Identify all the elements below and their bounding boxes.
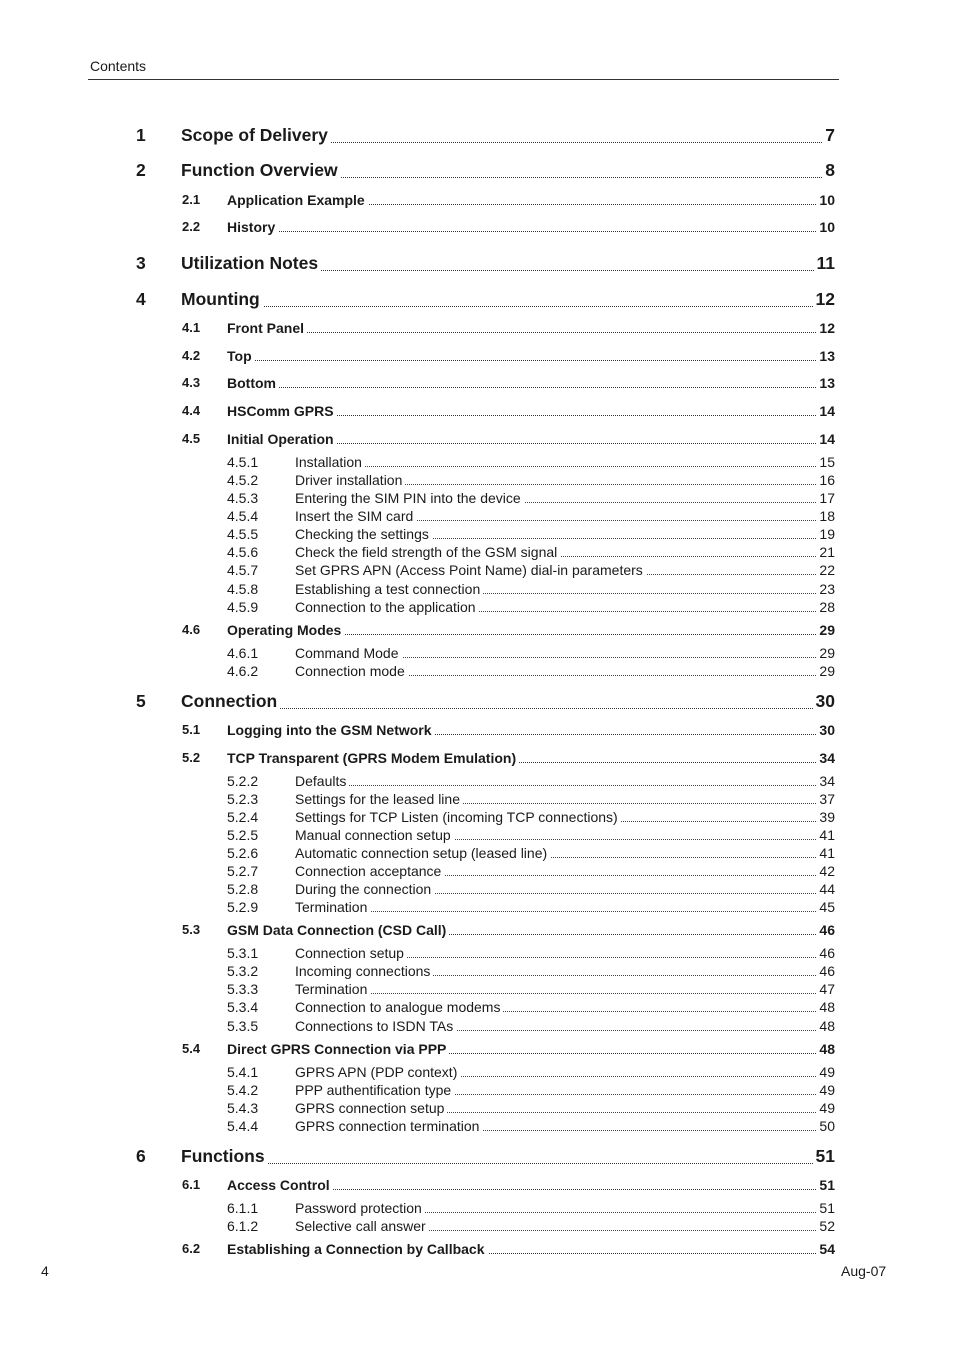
toc-entry-title-text: Connections to ISDN TAs bbox=[295, 1018, 456, 1034]
toc-entry[interactable] bbox=[182, 403, 835, 419]
toc-entry-title bbox=[227, 192, 816, 208]
toc-entry-title-text: Function Overview bbox=[181, 160, 341, 180]
toc-entry-number: 4 bbox=[136, 289, 146, 309]
toc-entry-number: 5.4.2 bbox=[227, 1082, 259, 1098]
toc-entry-page: 11 bbox=[816, 253, 835, 273]
toc-entry-page: 13 bbox=[819, 375, 835, 391]
toc-entry-title bbox=[227, 431, 816, 447]
toc-entry-title bbox=[227, 219, 816, 235]
toc-entry-page: 49 bbox=[819, 1100, 835, 1116]
toc-entry-title-text: Termination bbox=[295, 981, 370, 997]
toc-entry[interactable] bbox=[227, 1118, 835, 1134]
toc-entry-title bbox=[295, 945, 816, 961]
toc-entry-number: 5.2.8 bbox=[227, 881, 259, 897]
toc-entry-page: 42 bbox=[819, 863, 835, 879]
toc-entry-number: 4.5.5 bbox=[227, 526, 259, 542]
toc-entry[interactable] bbox=[182, 348, 835, 364]
toc-entry-page: 23 bbox=[819, 581, 835, 597]
toc-entry-title-text: Defaults bbox=[295, 773, 349, 789]
toc-entry[interactable] bbox=[227, 999, 835, 1015]
toc-entry-page: 30 bbox=[819, 722, 835, 738]
toc-entry-number: 5.2.6 bbox=[227, 845, 259, 861]
toc-entry[interactable] bbox=[227, 472, 835, 488]
toc-entry-title-text: GPRS connection termination bbox=[295, 1118, 482, 1134]
toc-entry-number: 4.5.7 bbox=[227, 562, 259, 578]
toc-entry-title-text: During the connection bbox=[295, 881, 434, 897]
toc-entry-number: 5.2.2 bbox=[227, 773, 259, 789]
toc-entry-title-text: Front Panel bbox=[227, 320, 307, 336]
toc-entry-title bbox=[295, 645, 816, 661]
toc-entry[interactable] bbox=[182, 750, 835, 766]
toc-entry-title-text: PPP authentification type bbox=[295, 1082, 454, 1098]
toc-entry-title bbox=[295, 1218, 816, 1234]
toc-entry[interactable] bbox=[182, 320, 835, 336]
toc-entry-number: 5.2.7 bbox=[227, 863, 259, 879]
toc-entry-number: 5.1 bbox=[182, 722, 201, 737]
toc-entry-title bbox=[295, 981, 816, 997]
toc-entry-page: 22 bbox=[819, 562, 835, 578]
toc-entry-number: 5.3.2 bbox=[227, 963, 259, 979]
toc-entry-number: 6.2 bbox=[182, 1241, 201, 1256]
toc-entry-page: 10 bbox=[819, 219, 835, 235]
toc-entry-title bbox=[295, 1064, 816, 1080]
toc-entry-page: 14 bbox=[819, 403, 835, 419]
toc-entry-title bbox=[227, 722, 816, 738]
toc-entry-page: 46 bbox=[819, 945, 835, 961]
footer-page-number: 4 bbox=[41, 1263, 49, 1279]
toc-entry-page: 29 bbox=[819, 622, 835, 638]
toc-entry-title-text: Bottom bbox=[227, 375, 279, 391]
toc-entry-page: 49 bbox=[819, 1064, 835, 1080]
toc-entry[interactable] bbox=[136, 1146, 835, 1167]
toc-entry-title-text: Incoming connections bbox=[295, 963, 433, 979]
toc-entry-title-text: Connection bbox=[181, 691, 280, 711]
toc-entry-page: 34 bbox=[819, 750, 835, 766]
toc-entry-title bbox=[295, 508, 816, 524]
toc-entry-page: 14 bbox=[819, 431, 835, 447]
toc-entry-page: 50 bbox=[819, 1118, 835, 1134]
toc-entry[interactable] bbox=[182, 375, 835, 391]
toc-entry-number: 6.1.2 bbox=[227, 1218, 259, 1234]
toc-entry[interactable] bbox=[182, 622, 835, 638]
toc-entry-title-text: Establishing a test connection bbox=[295, 581, 483, 597]
toc-entry-number: 4.5.3 bbox=[227, 490, 259, 506]
toc-entry-title bbox=[227, 403, 816, 419]
toc-entry[interactable] bbox=[182, 922, 835, 938]
toc-entry-title-text: Mounting bbox=[181, 289, 263, 309]
toc-entry-page: 49 bbox=[819, 1082, 835, 1098]
toc-entry-page: 52 bbox=[819, 1218, 835, 1234]
toc-entry-title bbox=[227, 375, 816, 391]
toc-entry[interactable] bbox=[227, 1064, 835, 1080]
toc-entry-page: 12 bbox=[819, 320, 835, 336]
toc-entry-title bbox=[295, 581, 816, 597]
toc-entry[interactable] bbox=[227, 981, 835, 997]
toc-entry-title bbox=[295, 1118, 816, 1134]
toc-entry-title bbox=[295, 863, 816, 879]
toc-entry[interactable] bbox=[227, 1100, 835, 1116]
toc-entry-title bbox=[295, 791, 816, 807]
toc-entry-title bbox=[295, 845, 816, 861]
toc-entry[interactable] bbox=[227, 454, 835, 470]
toc-entry-page: 34 bbox=[819, 773, 835, 789]
toc-entry-title-text: Top bbox=[227, 348, 255, 364]
toc-entry-title bbox=[227, 1177, 816, 1193]
toc-entry[interactable] bbox=[136, 253, 835, 274]
toc-entry[interactable] bbox=[182, 1041, 835, 1057]
toc-entry-title bbox=[295, 1018, 816, 1034]
toc-entry[interactable] bbox=[227, 1082, 835, 1098]
toc-entry-number: 5 bbox=[136, 691, 146, 711]
toc-entry-number: 5.2.3 bbox=[227, 791, 259, 807]
toc-entry-page: 51 bbox=[819, 1200, 835, 1216]
toc-entry-title bbox=[295, 562, 816, 578]
toc-entry-title bbox=[181, 125, 822, 146]
toc-entry-number: 5.3 bbox=[182, 922, 201, 937]
toc-entry[interactable] bbox=[227, 490, 835, 506]
toc-entry-number: 5.3.5 bbox=[227, 1018, 259, 1034]
toc-entry-title bbox=[295, 881, 816, 897]
toc-entry-title-text: Entering the SIM PIN into the device bbox=[295, 490, 524, 506]
toc-entry-title bbox=[181, 253, 814, 274]
toc-entry-title bbox=[181, 160, 822, 181]
toc-entry-title-text: Password protection bbox=[295, 1200, 425, 1216]
toc-entry[interactable] bbox=[227, 863, 835, 879]
toc-entry-number: 5.2 bbox=[182, 750, 201, 765]
toc-entry-title-text: Scope of Delivery bbox=[181, 125, 331, 145]
toc-entry-page: 46 bbox=[819, 963, 835, 979]
toc-entry-title-text: Application Example bbox=[227, 192, 368, 208]
toc-entry-number: 4.5.4 bbox=[227, 508, 259, 524]
toc-entry-title-text: Set GPRS APN (Access Point Name) dial-in parameters bbox=[295, 562, 646, 578]
toc-entry-number: 4.6.1 bbox=[227, 645, 259, 661]
toc-entry[interactable] bbox=[182, 192, 835, 208]
footer-date: Aug-07 bbox=[841, 1263, 887, 1279]
toc-entry-number: 6 bbox=[136, 1146, 146, 1166]
toc-entry-number: 3 bbox=[136, 253, 146, 273]
toc-entry-title bbox=[295, 899, 816, 915]
toc-entry-title bbox=[227, 1041, 816, 1057]
toc-entry-page: 48 bbox=[819, 999, 835, 1015]
toc-entry-page: 46 bbox=[819, 922, 835, 938]
toc-entry-title bbox=[227, 922, 816, 938]
toc-entry-number: 6.1 bbox=[182, 1177, 201, 1192]
toc-entry-title-text: Connection to analogue modems bbox=[295, 999, 503, 1015]
toc-entry-title bbox=[227, 320, 816, 336]
toc-entry-title bbox=[295, 827, 816, 843]
toc-entry[interactable] bbox=[227, 827, 835, 843]
toc-entry-page: 45 bbox=[819, 899, 835, 915]
toc-entry-title-text: Installation bbox=[295, 454, 365, 470]
toc-entry-title-text: Settings for TCP Listen (incoming TCP connections) bbox=[295, 809, 621, 825]
toc-entry-title-text: Driver installation bbox=[295, 472, 405, 488]
toc-entry-title-text: GSM Data Connection (CSD Call) bbox=[227, 922, 449, 938]
toc-entry-title-text: Check the field strength of the GSM signal bbox=[295, 544, 560, 560]
toc-entry-number: 5.2.5 bbox=[227, 827, 259, 843]
header-title: Contents bbox=[90, 58, 147, 74]
toc-entry-number: 4.3 bbox=[182, 375, 201, 390]
toc-entry[interactable] bbox=[227, 599, 835, 615]
toc-entry-title bbox=[181, 691, 813, 712]
toc-entry-title bbox=[227, 622, 816, 638]
toc-entry-title-text: Automatic connection setup (leased line) bbox=[295, 845, 550, 861]
toc-entry[interactable] bbox=[136, 125, 835, 146]
toc-entry[interactable] bbox=[227, 562, 835, 578]
toc-entry-title bbox=[295, 544, 816, 560]
toc-entry[interactable] bbox=[136, 289, 835, 310]
toc-entry-page: 29 bbox=[819, 645, 835, 661]
toc-entry[interactable] bbox=[136, 691, 835, 712]
toc-entry-number: 5.3.1 bbox=[227, 945, 259, 961]
toc-entry-title bbox=[295, 663, 816, 679]
toc-entry-number: 5.4.1 bbox=[227, 1064, 259, 1080]
toc-entry-title bbox=[295, 809, 816, 825]
toc-entry-title bbox=[227, 750, 816, 766]
toc-entry-title-text: Selective call answer bbox=[295, 1218, 429, 1234]
toc-entry-title bbox=[295, 599, 816, 615]
toc-entry-page: 48 bbox=[819, 1018, 835, 1034]
toc-entry-title-text: Direct GPRS Connection via PPP bbox=[227, 1041, 449, 1057]
toc-entry-page: 18 bbox=[819, 508, 835, 524]
toc-entry-number: 4.5.6 bbox=[227, 544, 259, 560]
toc-entry[interactable] bbox=[227, 645, 835, 661]
toc-entry-title-text: Checking the settings bbox=[295, 526, 432, 542]
toc-entry-title-text: Settings for the leased line bbox=[295, 791, 463, 807]
toc-entry-title-text: HSComm GPRS bbox=[227, 403, 337, 419]
toc-entry-page: 48 bbox=[819, 1041, 835, 1057]
toc-entry-title bbox=[181, 289, 813, 310]
toc-entry-title bbox=[295, 1200, 816, 1216]
toc-entry[interactable] bbox=[182, 219, 835, 235]
toc-entry-number: 4.5.1 bbox=[227, 454, 259, 470]
toc-entry-page: 41 bbox=[819, 827, 835, 843]
toc-entry-page: 10 bbox=[819, 192, 835, 208]
toc-entry-title bbox=[295, 490, 816, 506]
toc-entry-page: 21 bbox=[819, 544, 835, 560]
toc-entry-page: 13 bbox=[819, 348, 835, 364]
toc-entry-number: 5.4.4 bbox=[227, 1118, 259, 1134]
toc-entry-number: 4.5 bbox=[182, 431, 201, 446]
toc-entry-number: 5.2.4 bbox=[227, 809, 259, 825]
toc-entry-title bbox=[295, 1082, 816, 1098]
toc-entry-number: 2.2 bbox=[182, 219, 201, 234]
toc-entry[interactable] bbox=[227, 1200, 835, 1216]
toc-entry-number: 5.4.3 bbox=[227, 1100, 259, 1116]
toc-entry[interactable] bbox=[227, 1218, 835, 1234]
toc-entry-title-text: Initial Operation bbox=[227, 431, 337, 447]
toc-entry-page: 19 bbox=[819, 526, 835, 542]
toc-entry-page: 12 bbox=[815, 289, 835, 309]
toc-entry-title-text: Operating Modes bbox=[227, 622, 344, 638]
toc-entry[interactable] bbox=[227, 773, 835, 789]
toc-entry-title-text: Connection to the application bbox=[295, 599, 479, 615]
toc-entry[interactable] bbox=[227, 581, 835, 597]
toc-entry[interactable] bbox=[227, 881, 835, 897]
toc-entry-page: 30 bbox=[815, 691, 835, 711]
toc-entry-title-text: GPRS connection setup bbox=[295, 1100, 447, 1116]
toc-entry-page: 39 bbox=[819, 809, 835, 825]
toc-entry[interactable] bbox=[227, 1018, 835, 1034]
toc-entry-number: 5.4 bbox=[182, 1041, 201, 1056]
toc-entry-title-text: Termination bbox=[295, 899, 370, 915]
toc-entry-title-text: Manual connection setup bbox=[295, 827, 454, 843]
toc-entry-title-text: Access Control bbox=[227, 1177, 333, 1193]
toc-entry-title bbox=[295, 963, 816, 979]
toc-entry-page: 51 bbox=[819, 1177, 835, 1193]
toc-entry-title-text: Functions bbox=[181, 1146, 268, 1166]
toc-entry-number: 1 bbox=[136, 125, 146, 145]
toc-entry-number: 5.3.3 bbox=[227, 981, 259, 997]
toc-entry-title-text: Utilization Notes bbox=[181, 253, 321, 273]
toc-entry[interactable] bbox=[182, 1241, 835, 1257]
toc-entry-number: 4.1 bbox=[182, 320, 201, 335]
toc-entry-title bbox=[227, 348, 816, 364]
toc-entry-page: 51 bbox=[815, 1146, 835, 1166]
toc-entry[interactable] bbox=[227, 945, 835, 961]
toc-entry-page: 44 bbox=[819, 881, 835, 897]
toc-entry-title-text: Connection mode bbox=[295, 663, 408, 679]
toc-entry-number: 4.5.2 bbox=[227, 472, 259, 488]
toc-entry-page: 15 bbox=[819, 454, 835, 470]
toc-entry-number: 5.2.9 bbox=[227, 899, 259, 915]
toc-entry-page: 28 bbox=[819, 599, 835, 615]
toc-entry[interactable] bbox=[227, 899, 835, 915]
toc-entry[interactable] bbox=[227, 791, 835, 807]
toc-entry-title bbox=[295, 472, 816, 488]
toc-entry[interactable] bbox=[227, 526, 835, 542]
toc-entry[interactable] bbox=[182, 1177, 835, 1193]
toc-entry-title bbox=[181, 1146, 813, 1167]
toc-entry-number: 4.6.2 bbox=[227, 663, 259, 679]
toc-entry-title-text: Logging into the GSM Network bbox=[227, 722, 435, 738]
toc-entry[interactable] bbox=[182, 722, 835, 738]
toc-entry-title-text: TCP Transparent (GPRS Modem Emulation) bbox=[227, 750, 519, 766]
toc-entry-title bbox=[295, 999, 816, 1015]
toc-entry[interactable] bbox=[227, 963, 835, 979]
toc-entry-number: 4.5.9 bbox=[227, 599, 259, 615]
toc-entry-title-text: Establishing a Connection by Callback bbox=[227, 1241, 488, 1257]
toc-entry-page: 41 bbox=[819, 845, 835, 861]
toc-entry-title bbox=[295, 1100, 816, 1116]
toc-entry[interactable] bbox=[227, 544, 835, 560]
toc-entry-title-text: History bbox=[227, 219, 278, 235]
toc-entry-title-text: GPRS APN (PDP context) bbox=[295, 1064, 460, 1080]
header-rule bbox=[88, 79, 839, 80]
toc-entry-title-text: Insert the SIM card bbox=[295, 508, 416, 524]
toc-entry-number: 4.2 bbox=[182, 348, 201, 363]
toc-entry-title-text: Connection setup bbox=[295, 945, 407, 961]
toc-entry-title bbox=[295, 773, 816, 789]
toc-entry-number: 2 bbox=[136, 160, 146, 180]
toc-entry[interactable] bbox=[227, 845, 835, 861]
toc-entry-title bbox=[295, 454, 816, 470]
toc-entry[interactable] bbox=[227, 663, 835, 679]
toc-entry-title bbox=[295, 526, 816, 542]
toc-entry-number: 2.1 bbox=[182, 192, 201, 207]
toc-entry-number: 5.3.4 bbox=[227, 999, 259, 1015]
toc-entry-title-text: Connection acceptance bbox=[295, 863, 444, 879]
toc-entry[interactable] bbox=[227, 508, 835, 524]
toc-entry[interactable] bbox=[227, 809, 835, 825]
toc-entry-title-text: Command Mode bbox=[295, 645, 402, 661]
toc-entry-number: 6.1.1 bbox=[227, 1200, 259, 1216]
toc-entry-number: 4.5.8 bbox=[227, 581, 259, 597]
toc-entry-page: 37 bbox=[819, 791, 835, 807]
toc-entry-page: 47 bbox=[819, 981, 835, 997]
toc-entry-page: 16 bbox=[819, 472, 835, 488]
toc-entry-page: 8 bbox=[825, 160, 835, 180]
toc-entry-page: 54 bbox=[819, 1241, 835, 1257]
toc-entry-title bbox=[227, 1241, 816, 1257]
toc-entry-page: 17 bbox=[819, 490, 835, 506]
toc-entry[interactable] bbox=[182, 431, 835, 447]
toc-entry-number: 4.4 bbox=[182, 403, 201, 418]
toc-entry-page: 29 bbox=[819, 663, 835, 679]
toc-entry-page: 7 bbox=[825, 125, 835, 145]
toc-entry-number: 4.6 bbox=[182, 622, 201, 637]
toc-entry[interactable] bbox=[136, 160, 835, 181]
